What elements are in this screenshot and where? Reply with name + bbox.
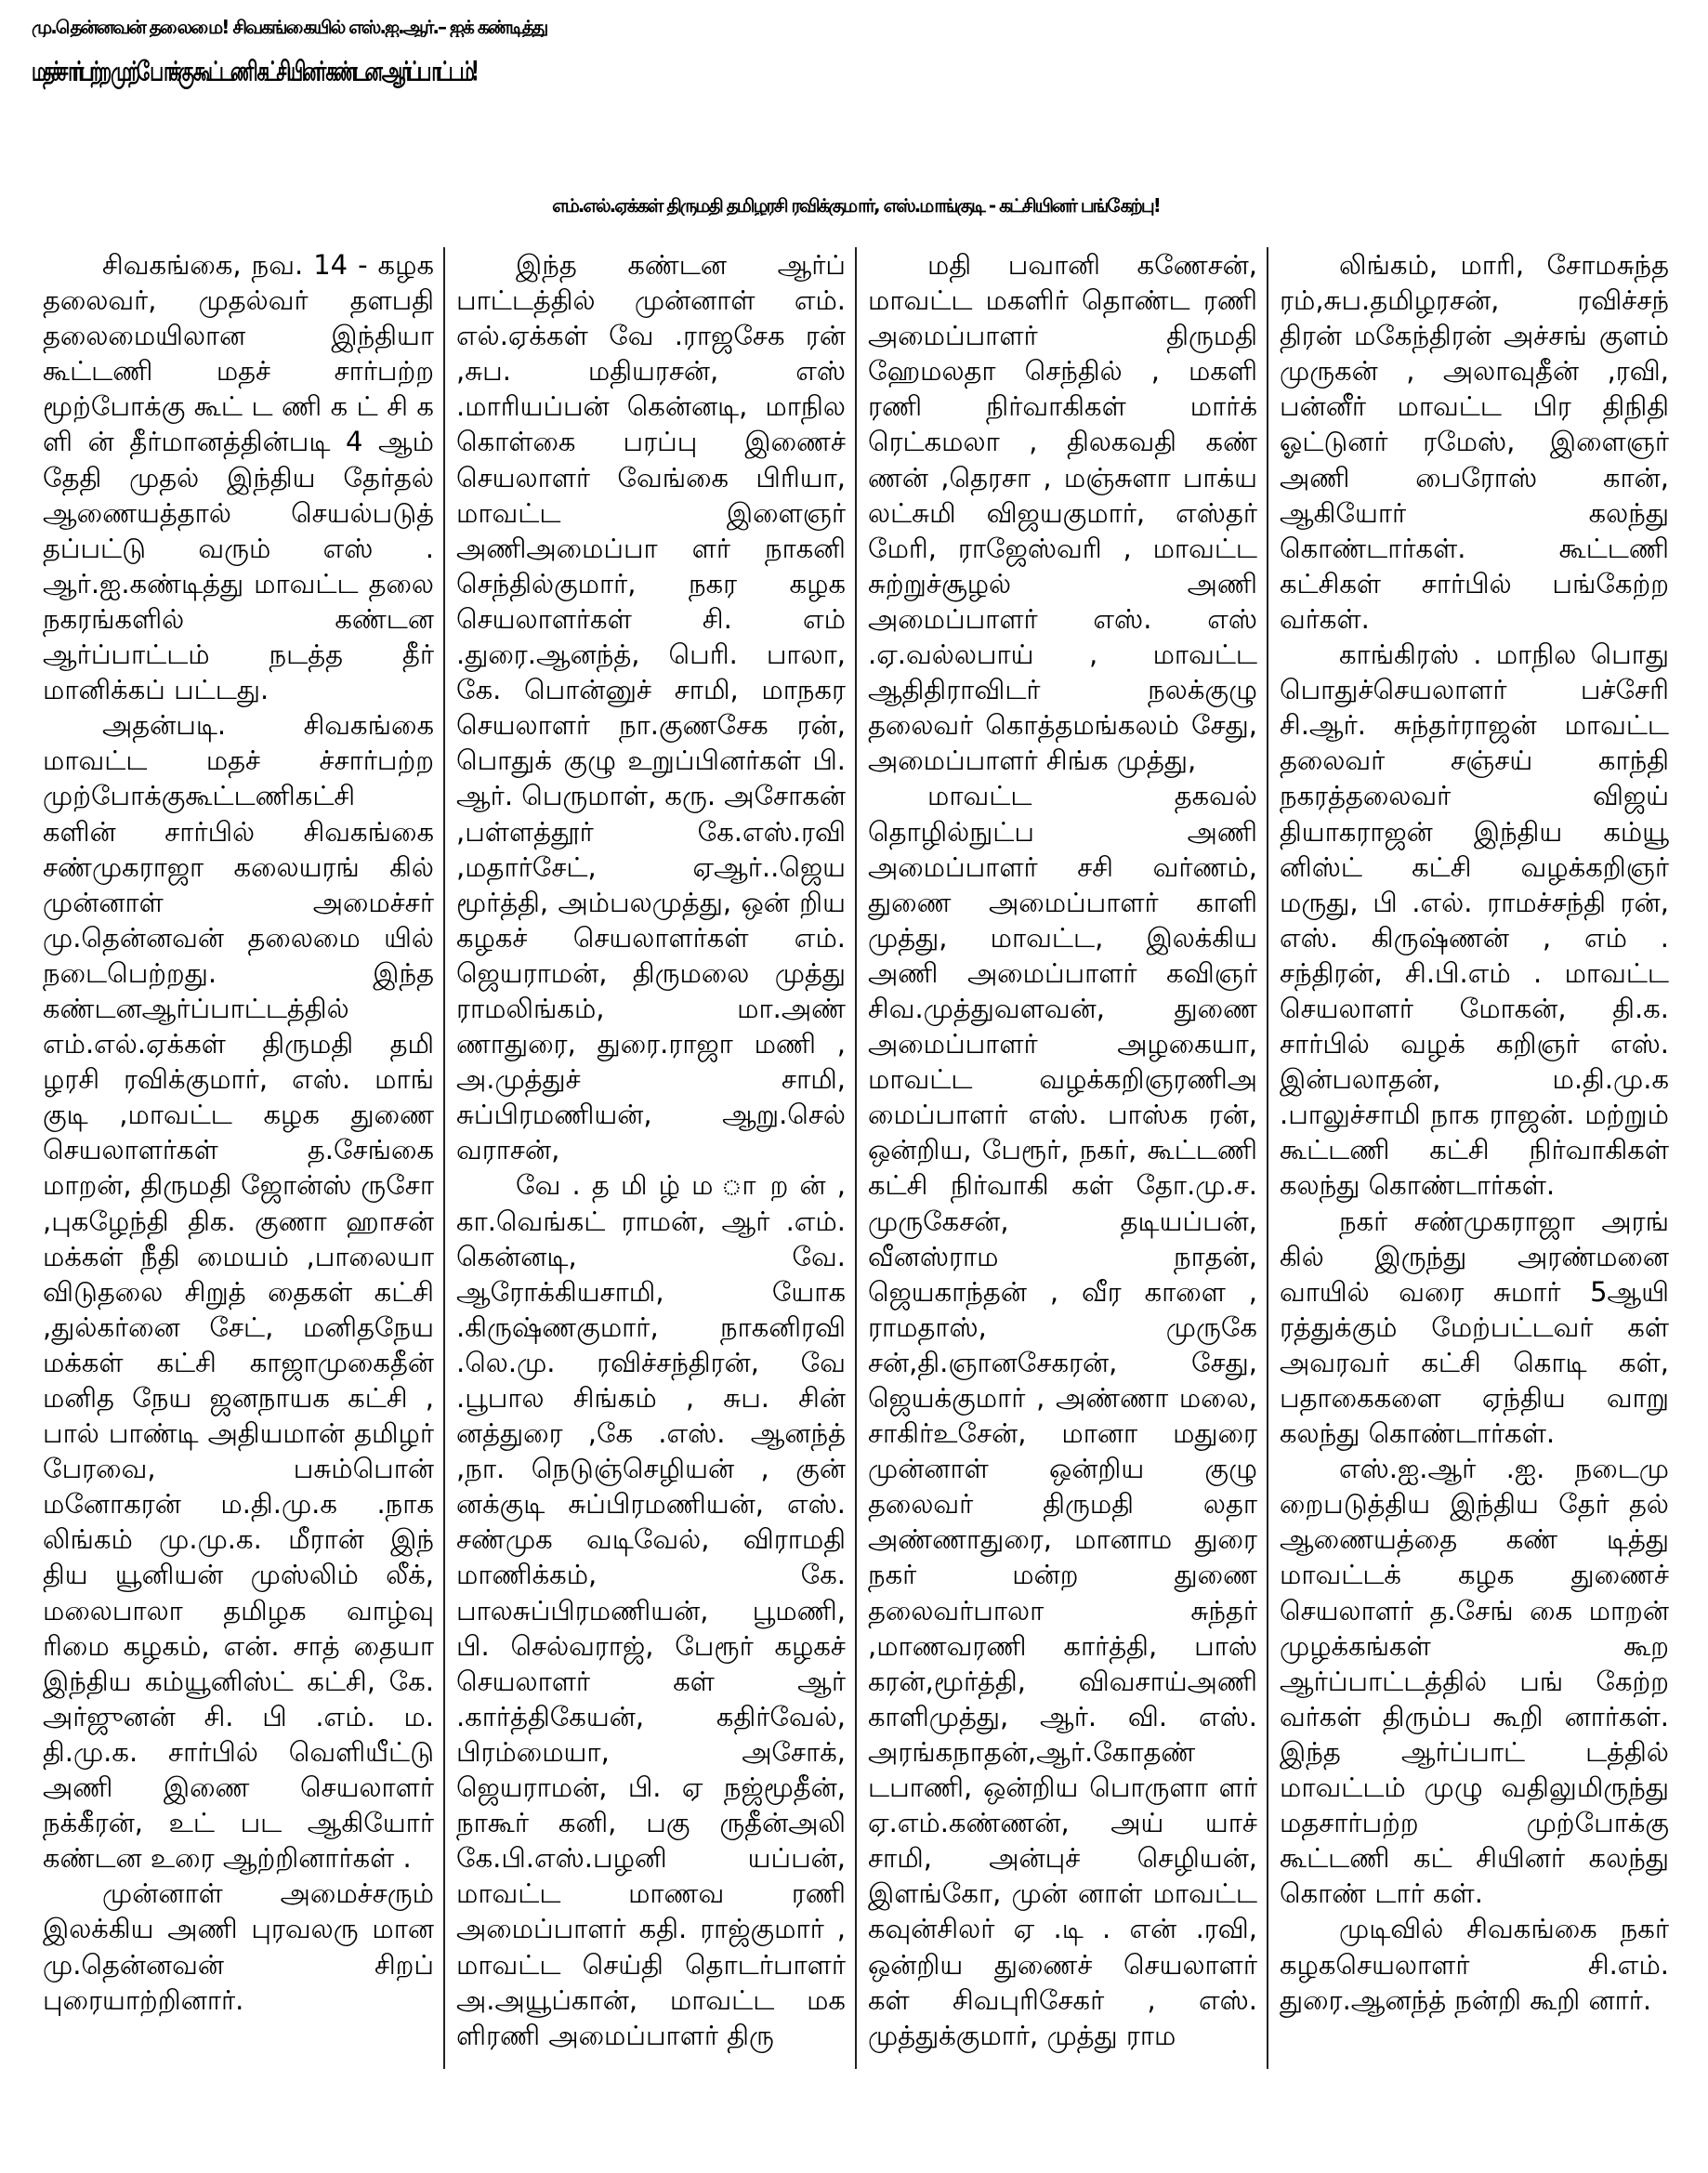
paragraph: அதன்படி. சிவகங்கை மாவட்ட மதச் ச்சார்பற்ற முற்போக்குகூட்டணிகட்சி களின் சார்பில் சிவகங்கை சண்முகராஜா கலையரங் கில் முன்னாள் அமைச்சர் மு.தென்னவன் தலைமை யில் நடைபெற்றது. இந்த கண்டனஆர்ப்பாட்டத்தில் எம்.எல்.ஏக்கள் திருமதி தமி ழரசி ரவிக்குமார், எஸ். மாங் குடி ,மாவட்ட கழக துணை செயலாளர்கள் த.சேங்கை மாறன், திருமதி ஜோன்ஸ் ருசோ ,புகழேந்தி திக. குணா ஹாசன் மக்கள் நீதி மையம் ,பாலையா விடுதலை சிறுத் தைகள் கட்சி ,துல்கர்னை சேட், மனிதநேய மக்கள் கட்சி காஜாமுகைதீன் மனித நேய ஜனநாயக கட்சி , பால் பாண்டி அதியமான் தமிழர் பேரவை, பசும்பொன் மனோகரன் ம.தி.மு.க .நாக லிங்கம் மு.மு.க. மீரான் இந் திய யூனியன் முஸ்லிம் லீக், மலைபாலா தமிழக வாழ்வு ரிமை கழகம், என். சாத் தையா இந்திய கம்யூனிஸ்ட் கட்சி, கே. அர்ஜுனன் சி. பி .எம். ம. தி.மு.க. சார்பில் வெளியீட்டு அணி இணை செயலாளர் நக்கீரன், உட் பட ஆகியோர் கண்டன உரை ஆற்றினார்கள் . bbox=[43, 709, 434, 1875]
article-column-1 bbox=[32, 247, 443, 2069]
paragraph: நகர் சண்முகராஜா அரங் கில் இருந்து அரண்மனை வாயில் வரை சுமார் 5ஆயி ரத்துக்கும் மேற்பட்டவர் கள் அவரவர் கட்சி கொடி கள், பதாகைகளை ஏந்திய வாறு கலந்து கொண்டார்கள். bbox=[1280, 1205, 1669, 1450]
article-body bbox=[32, 247, 1680, 2069]
paragraph: இந்த கண்டன ஆர்ப் பாட்டத்தில் முன்னாள் எம். எல்.ஏக்கள் வே .ராஜசேக ரன் ,சுப. மதியரசன், எஸ் .மாரியப்பன் கென்னடி, மாநில கொள்கை பரப்பு இணைச் செயலாளர் வேங்கை பிரியா, மாவட்ட இளைஞர் அணிஅமைப்பா ளர் நாகனி செந்தில்குமார், நகர கழக செயலாளர்கள் சி. எம் .துரை.ஆனந்த், பெரி. பாலா, கே. பொன்னுச் சாமி, மாநகர செயலாளர் நா.குணசேக ரன், பொதுக் குழு உறுப்பினர்கள் பி. ஆர். பெருமாள், கரு. அசோகன் ,பள்ளத்தூர் கே.எஸ்.ரவி ,மதார்சேட், ஏஆர்..ஜெய மூர்த்தி, அம்பலமுத்து, ஒன் றிய கழகச் செயலாளர்கள் எம். ஜெயராமன், திருமலை முத்து ராமலிங்கம், மா.அண் ணாதுரை, துரை.ராஜா மணி , அ.முத்துச் சாமி, சுப்பிரமணியன், ஆறு.செல் வராசன், bbox=[456, 249, 846, 1166]
paragraph: சிவகங்கை, நவ. 14 - கழக தலைவர், முதல்வர் தளபதி தலைமையிலான இந்தியா கூட்டணி மதச் சார்பற்ற மூற்போக்கு கூட் ட ணி க ட் சி க ளி ன் தீர்மானத்தின்படி 4 ஆம் தேதி முதல் இந்திய தேர்தல் ஆணையத்தால் செயல்படுத் தப்பட்டு வரும் எஸ் . ஆர்.ஐ.கண்டித்து மாவட்ட தலை நகரங்களில் கண்டன ஆர்ப்பாட்டம் நடத்த தீர் மானிக்கப் பட்டது. bbox=[43, 249, 434, 706]
article-column-2 bbox=[443, 247, 855, 2069]
article-column-3 bbox=[855, 247, 1267, 2069]
main-headline: மதச்சார்பற்ற முற்போக்கு கூட்டணி கட்சியினர் கண்டன ஆர்ப்பாட்டம்! bbox=[32, 55, 476, 87]
kicker-headline: மு.தென்னவன் தலைமை! சிவகங்கையில் எஸ்.ஐ.ஆர்.– ஐக் கண்டித்து bbox=[32, 17, 547, 37]
article-column-4 bbox=[1267, 247, 1678, 2069]
paragraph: மாவட்ட தகவல் தொழில்நுட்ப அணி அமைப்பாளர் சசி வர்ணம், துணை அமைப்பாளர் காளி முத்து, மாவட்ட, இலக்கிய அணி அமைப்பாளர் கவிஞர் சிவ.முத்துவளவன், துணை அமைப்பாளர் அழகையா, மாவட்ட வழக்கறிஞரணிஅ மைப்பாளர் எஸ். பாஸ்க ரன், ஒன்றிய, பேரூர், நகர், கூட்டணி கட்சி நிர்வாகி கள் தோ.மு.ச. முருகேசன், தடியப்பன், வீனஸ்ராம நாதன், ஜெயகாந்தன் , வீர காளை , ராமதாஸ், முருகே சன்,தி.ஞானசேகரன், சேது, ஜெயக்குமார் , அண்ணா மலை, சாகிர்உசேன், மானா மதுரை முன்னாள் ஒன்றிய குழு தலைவர் திருமதி லதா அண்ணாதுரை, மானாம துரை நகர் மன்ற துணை தலைவர்பாலா சுந்தர் ,மாணவரணி கார்த்தி, பாஸ் கரன்,மூர்த்தி, விவசாய்அணி காளிமுத்து, ஆர். வி. எஸ். அரங்கநாதன்,ஆர்.கோதண் டபாணி, ஒன்றிய பொருளா ளர் ஏ.எம்.கண்ணன், அய் யாச் சாமி, அன்புச் செழியன், இளங்கோ, முன் னாள் மாவட்ட கவுன்சிலர் ஏ .டி . என் .ரவி, ஒன்றிய துணைச் செயலாளர் கள் சிவபுரிசேகர் , எஸ். முத்துக்குமார், முத்து ராம bbox=[868, 780, 1257, 2051]
paragraph: முடிவில் சிவகங்கை நகர் கழகசெயலாளர் சி.எம். துரை.ஆனந்த் நன்றி கூறி னார். bbox=[1280, 1913, 1669, 2016]
paragraph: லிங்கம், மாரி, சோமசுந்த ரம்,சுப.தமிழரசன், ரவிச்சந் திரன் மகேந்திரன் அச்சங் குளம் முருகன் , அலாவுதீன் ,ரவி, பன்னீர் மாவட்ட பிர திநிதி ஓட்டுனர் ரமேஸ், இளைஞர் அணி பைரோஸ் கான், ஆகியோர் கலந்து கொண்டார்கள். கூட்டணி கட்சிகள் சார்பில் பங்கேற்ற வர்கள். bbox=[1280, 249, 1669, 635]
subheadline: எம்.எல்.ஏக்கள் திருமதி தமிழரசி ரவிக்குமார், எஸ்.மாங்குடி - கட்சியினர் பங்கேற்பு! bbox=[552, 195, 1160, 216]
paragraph: வே . த மி ழ் ம ா ற ன் , கா.வெங்கட் ராமன், ஆர் .எம். கென்னடி, வே. ஆரோக்கியசாமி, யோக .கிருஷ்ணகுமார், நாகனிரவி .லெ.மு. ரவிச்சந்திரன், வே .பூபால சிங்கம் , சுப. சின் னத்துரை ,கே .எஸ். ஆனந்த் ,நா. நெடுஞ்செழியன் , குன் னக்குடி சுப்பிரமணியன், எஸ். சண்முக வடிவேல், விராமதி மாணிக்கம், கே. பாலசுப்பிரமணியன், பூமணி, பி. செல்வராஜ், பேரூர் கழகச் செயலாளர் கள் ஆர் .கார்த்திகேயன், கதிர்வேல், பிரம்மையா, அசோக், ஜெயராமன், பி. ஏ நஜ்மூதீன், நாகூர் கனி, பகு ருதீன்அலி கே.பி.எஸ்.பழனி யப்பன், மாவட்ட மாணவ ரணி அமைப்பாளர் கதி. ராஜ்குமார் , மாவட்ட செய்தி தொடர்பாளர் அ.அயூப்கான், மாவட்ட மக ளிரணி அமைப்பாளர் திரு bbox=[456, 1169, 846, 2051]
paragraph: முன்னாள் அமைச்சரும் இலக்கிய அணி புரவலரு மான மு.தென்னவன் சிறப் புரையாற்றினார். bbox=[43, 1877, 434, 2016]
paragraph: மதி பவானி கணேசன், மாவட்ட மகளிர் தொண்ட ரணி அமைப்பாளர் திருமதி ஹேமலதா செந்தில் , மகளி ரணி நிர்வாகிகள் மார்க் ரெட்கமலா , திலகவதி கண் ணன் ,தெரசா , மஞ்சுளா பாக்ய லட்சுமி விஜயகுமார், எஸ்தர் மேரி, ராஜேஸ்வரி , மாவட்ட சுற்றுச்சூழல் அணி அமைப்பாளர் எஸ். எஸ் .ஏ.வல்லபாய் , மாவட்ட ஆதிதிராவிடர் நலக்குழு தலைவர் கொத்தமங்கலம் சேது, அமைப்பாளர் சிங்க முத்து, bbox=[868, 249, 1257, 777]
paragraph: காங்கிரஸ் . மாநில பொது பொதுச்செயலாளர் பச்சேரி சி.ஆர். சுந்தர்ராஜன் மாவட்ட தலைவர் சஞ்சய் காந்தி நகரத்தலைவர் விஜய் தியாகராஜன் இந்திய கம்யூ னிஸ்ட் கட்சி வழக்கறிஞர் மருது, பி .எல். ராமச்சந்தி ரன், எஸ். கிருஷ்ணன் , எம் . சந்திரன், சி.பி.எம் . மாவட்ட செயலாளர் மோகன், தி.க. சார்பில் வழக் கறிஞர் எஸ். இன்பலாதன், ம.தி.மு.க .பாலுச்சாமி நாக ராஜன். மற்றும் கூட்டணி கட்சி நிர்வாகிகள் கலந்து கொண்டார்கள். bbox=[1280, 639, 1669, 1202]
paragraph: எஸ்.ஐ.ஆர் .ஐ. நடைமு றைபடுத்திய இந்திய தேர் தல் ஆணையத்தை கண் டித்து மாவட்டக் கழக துணைச் செயலாளர் த.சேங் கை மாறன் முழக்கங்கள் கூற ஆர்ப்பாட்டத்தில் பங் கேற்ற வர்கள் திரும்ப கூறி னார்கள். இந்த ஆர்ப்பாட் டத்தில் மாவட்டம் முழு வதிலுமிருந்து மதசார்பற்ற முற்போக்கு கூட்டணி கட் சியினர் கலந்து கொண் டார் கள். bbox=[1280, 1453, 1669, 1910]
